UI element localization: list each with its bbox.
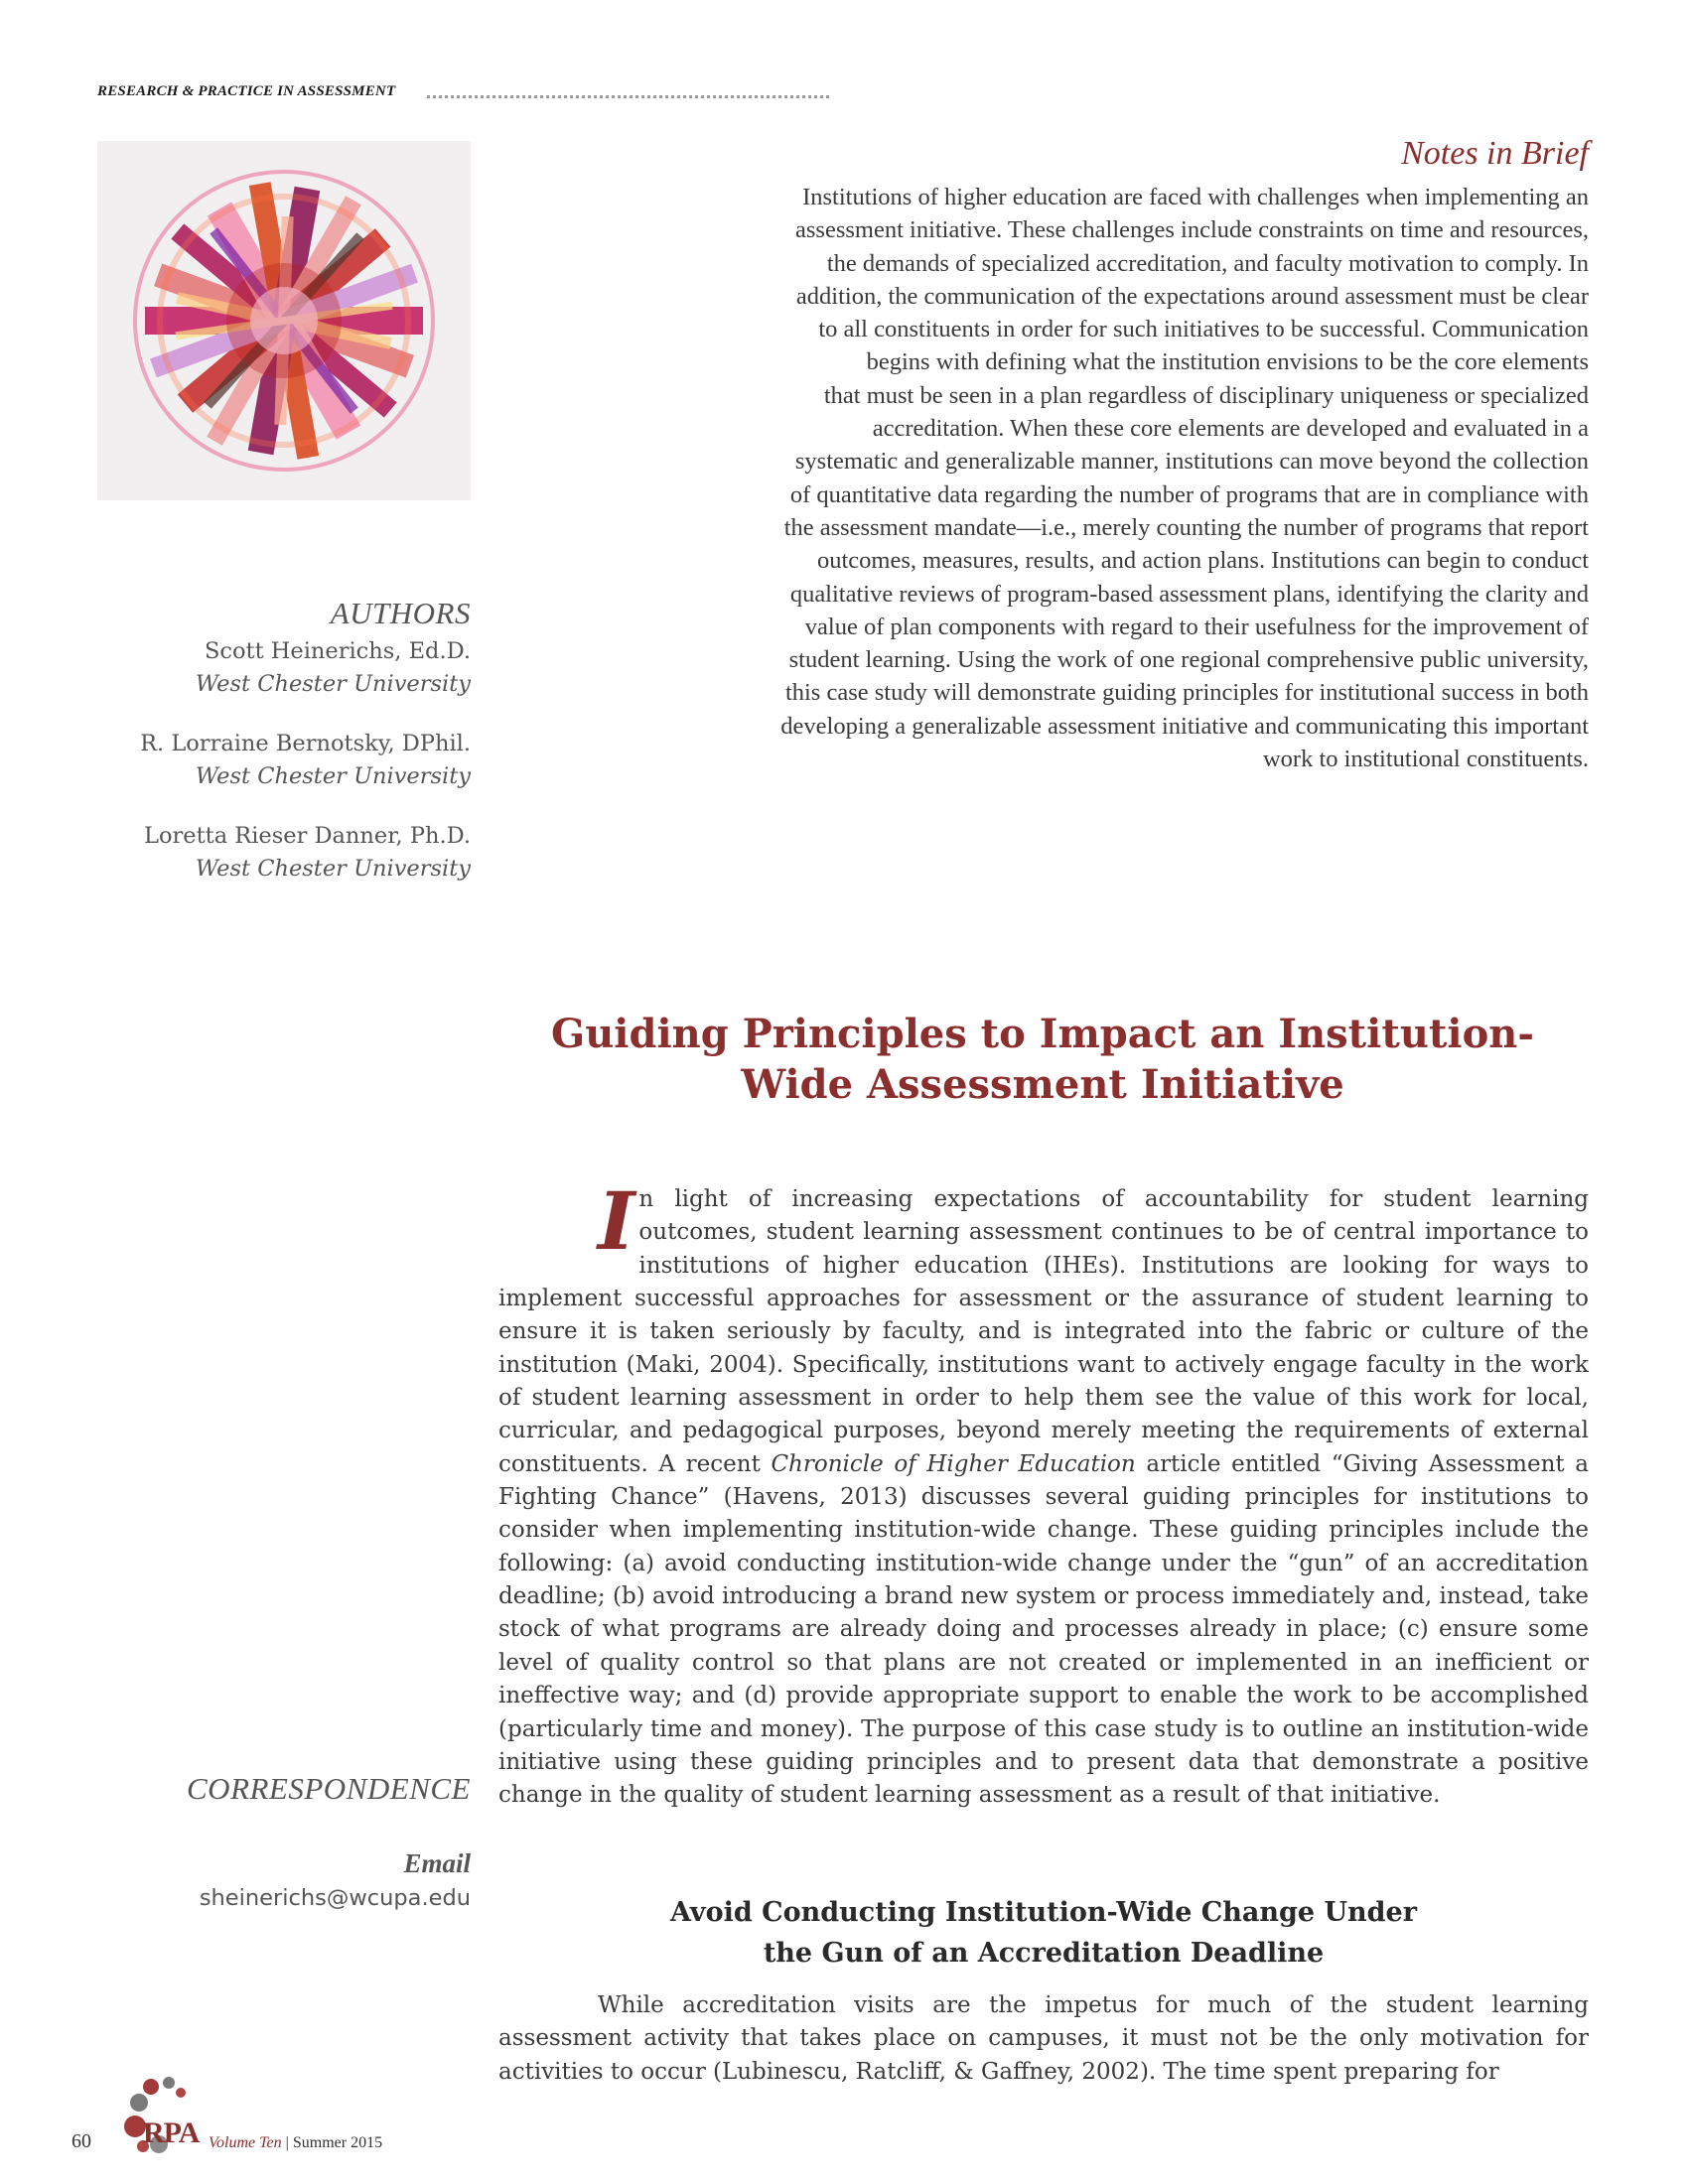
notes-line: the demands of specialized accreditation, and faculty motivation to comply. In bbox=[826, 249, 1589, 277]
issue-separator: | bbox=[281, 2134, 293, 2151]
rpa-logo-text: RPA bbox=[143, 2116, 200, 2149]
intro-text-part-2: article entitled “Giving Assessment a Fighting Chance” (Havens, 2013) discusses several guiding principles for institutions to consider when implementing institution-wide change. These guiding principles include the following: (a) avoid conducting institution-wide change under the “gun” of an accreditation deadline; (b) avoid introducing a brand new system or process immediately and, instead, take stock of what programs are already doing and processes already in place; (c) ensure some level of quality control so that plans are not created or implemented in an inefficient or ineffective way; and (d) provide appropriate support to enable the work to be accomplished (particularly time and money). The purpose of this case study is to outline an institution-wide initiative using these guiding principles and to present data that demonstrate a positive change in the quality of student learning assessment as a result of that initiative. bbox=[498, 1450, 1589, 1809]
notes-line: begins with defining what the institution envisions to be the core elements bbox=[866, 348, 1589, 376]
author-entry bbox=[54, 820, 471, 885]
notes-line: to all constituents in order for such initiatives to be successful. Communication bbox=[818, 316, 1589, 343]
author-name: Loretta Rieser Danner, Ph.D. bbox=[144, 823, 471, 849]
author-affiliation: West Chester University bbox=[195, 856, 471, 882]
issue-info bbox=[209, 2134, 382, 2152]
author-entry bbox=[54, 728, 471, 792]
article-title-line-1: Guiding Principles to Impact an Institution- bbox=[551, 1011, 1534, 1057]
author-name: Scott Heinerichs, Ed.D. bbox=[204, 638, 471, 664]
running-head-dotted-rule bbox=[427, 95, 829, 98]
notes-in-brief-text bbox=[616, 181, 1589, 775]
author-entry bbox=[54, 635, 471, 700]
notes-line: student learning. Using the work of one regional comprehensive public university, bbox=[788, 646, 1589, 674]
email-label: Email bbox=[403, 1848, 471, 1878]
notes-line: addition, the communication of the expectations around assessment must be clear bbox=[795, 282, 1589, 310]
notes-line: of quantitative data regarding the number of programs that are in compliance with bbox=[789, 480, 1589, 508]
article-title bbox=[496, 1009, 1589, 1110]
notes-in-brief-heading: Notes in Brief bbox=[1401, 135, 1589, 172]
notes-line: the assessment mandate—i.e., merely counting the number of programs that report bbox=[783, 513, 1589, 541]
author-affiliation: West Chester University bbox=[195, 763, 471, 789]
notes-line: value of plan components with regard to their usefulness for the improvement of bbox=[804, 613, 1589, 640]
notes-line: systematic and generalizable manner, institutions can move beyond the collection bbox=[794, 448, 1589, 476]
notes-line: qualitative reviews of program-based assessment plans, identifying the clarity and bbox=[789, 580, 1589, 608]
notes-line: that must be seen in a plan regardless of disciplinary uniqueness or specialized bbox=[823, 381, 1589, 409]
publication-title: Chronicle of Higher Education bbox=[771, 1450, 1136, 1477]
notes-line: accreditation. When these core elements are developed and evaluated in a bbox=[872, 415, 1589, 443]
drop-cap: I bbox=[598, 1174, 635, 1268]
section-heading-line-2: the Gun of an Accreditation Deadline bbox=[763, 1938, 1325, 1969]
notes-line: outcomes, measures, results, and action plans. Institutions can begin to conduct bbox=[816, 547, 1589, 575]
issue-label: Summer 2015 bbox=[292, 2134, 383, 2151]
running-head: RESEARCH & PRACTICE IN ASSESSMENT bbox=[97, 83, 396, 99]
section-heading bbox=[498, 1892, 1589, 1974]
notes-line: Institutions of higher education are faced with challenges when implementing an bbox=[802, 184, 1589, 210]
authors-section bbox=[54, 596, 471, 912]
cover-artwork bbox=[97, 141, 471, 500]
abstract-swirl-image bbox=[97, 141, 471, 500]
authors-heading: AUTHORS bbox=[330, 596, 471, 630]
article-title-line-2: Wide Assessment Initiative bbox=[741, 1061, 1344, 1108]
notes-line: developing a generalizable assessment initiative and communicating this important bbox=[780, 712, 1589, 740]
author-list bbox=[54, 635, 471, 885]
page-number: 60 bbox=[71, 2130, 91, 2152]
section-paragraph: While accreditation visits are the impetus for much of the student learning assessment activity that takes place on campuses, it must not be the only motivation for activities to occur (Lubinescu, Ratcliff, & Gaffney, 2002). The time spent preparing for bbox=[498, 1992, 1589, 2085]
notes-line: assessment initiative. These challenges include constraints on time and resources, bbox=[795, 216, 1589, 244]
notes-line: this case study will demonstrate guiding principles for institutional success in both bbox=[784, 679, 1589, 707]
volume-label: Volume Ten bbox=[209, 2134, 282, 2151]
author-name: R. Lorraine Bernotsky, DPhil. bbox=[140, 731, 471, 756]
intro-text-part-1: n light of increasing expectations of accountability for student learning outcomes, student learning assessment continues to be of central importance to institutions of higher education (IHEs). Institutions are looking for ways to implement successful approaches for assessment or the assurance of student learning to ensure it is taken seriously by faculty, and is integrated into the fabric or culture of the institution (Maki, 2004). Specifically, institutions want to actively engage faculty in the work of student learning assessment in order to help them see the value of this work for local, curricular, and pedagogical purposes, beyond merely meeting the requirements of external constituents. A recent bbox=[498, 1186, 1589, 1477]
intro-paragraph bbox=[498, 1174, 1589, 1813]
section-heading-line-1: Avoid Conducting Institution-Wide Change Under bbox=[670, 1897, 1417, 1928]
notes-line: work to institutional constituents. bbox=[1262, 746, 1589, 773]
author-affiliation: West Chester University bbox=[195, 671, 471, 697]
correspondence-heading: CORRESPONDENCE bbox=[187, 1771, 471, 1806]
correspondence-section bbox=[54, 1771, 471, 1911]
email-address[interactable]: sheinerichs@wcupa.edu bbox=[199, 1885, 471, 1911]
